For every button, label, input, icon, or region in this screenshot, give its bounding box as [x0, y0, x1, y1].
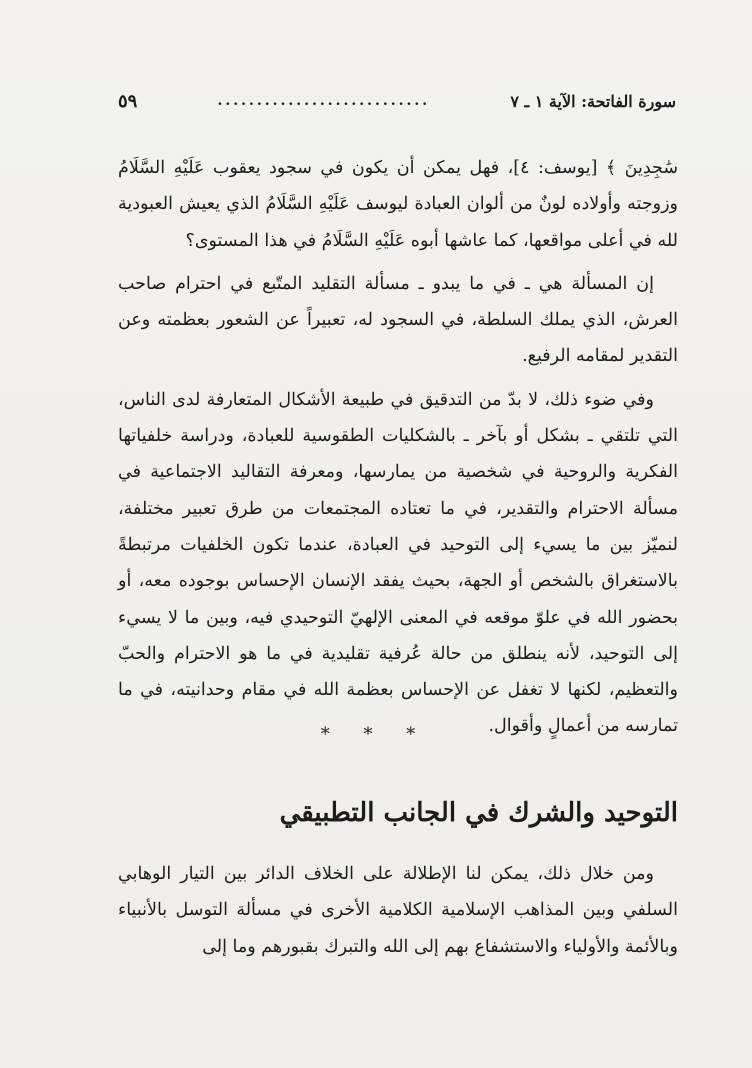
body-text — [118, 150, 678, 752]
header-leader-dots: ........................... — [217, 93, 431, 109]
body-text-continued — [118, 856, 678, 972]
running-header — [118, 86, 676, 117]
section-heading: التوحيد والشرك في الجانب التطبيقي — [279, 798, 678, 828]
section-separator: * * * — [320, 724, 430, 745]
page-number: ٥٩ — [118, 90, 138, 112]
paragraph: سَٰجِدِينَ ﴾ [يوسف: ٤]، فهل يمكن أن يكون في سجود يعقوب عَلَيْهِ السَّلَامُ وزوجته وأولاده لونٌ من ألوان العبادة ليوسف عَلَيْهِ السَّلَامُ الذي يعيش العبودية لله في أعلى مواقعها، كما عاشها أبوه عَلَيْهِ السَّلَامُ في هذا المستوى؟ — [118, 158, 678, 251]
header-title: سورة الفاتحة: الآية ١ ـ ٧ — [510, 91, 676, 111]
paragraph: وفي ضوء ذلك، لا بدّ من التدقيق في طبيعة الأشكال المتعارفة لدى الناس، التي تلتقي ـ بشكل أو بآخر ـ بالشكليات الطقوسية للعبادة، ودراسة خلفياتها الفكرية والروحية في شخصية من يمارسها، ومعرفة التقاليد الاجتماعية في مسألة الاحترام والتقدير، في ما تعتاده المجتمعات من طرق تعبير مختلفة، لنميّز بين ما يسيء إلى التوحيد في العبادة، عندما تكون الخلفيات مرتبطةً بالاستغراق بالشخص أو الجهة، بحيث يفقد الإنسان الإحساس بوجوده معه، أو بحضور الله في علوّ موقعه في المعنى الإلهيّ التوحيدي فيه، وبين ما لا يسيء إلى التوحيد، لأنه ينطلق من حالة عُرفية تقليدية في ما هو الاحترام والحبّ والتعظيم، لكنها لا تغفل عن الإحساس بعظمة الله في مقام وحدانيته، في ما تمارسه من أعمالٍ وأقوال. — [118, 389, 678, 737]
paragraph: إن المسألة هي ـ في ما يبدو ـ مسألة التقليد المتّبع في احترام صاحب العرش، الذي يملك السلطة، في السجود له، تعبيراً عن الشعور بعظمته وعن التقدير لمقامه الرفيع. — [118, 273, 678, 367]
paragraph: ومن خلال ذلك، يمكن لنا الإطلالة على الخلاف الدائر بين التيار الوهابي السلفي وبين المذاهب الإسلامية الكلامية الأخرى في مسألة التوسل بالأنبياء وبالأئمة والأولياء والاستشفاع بهم إلى الله والتبرك بقبورهم وما إلى — [118, 864, 678, 957]
